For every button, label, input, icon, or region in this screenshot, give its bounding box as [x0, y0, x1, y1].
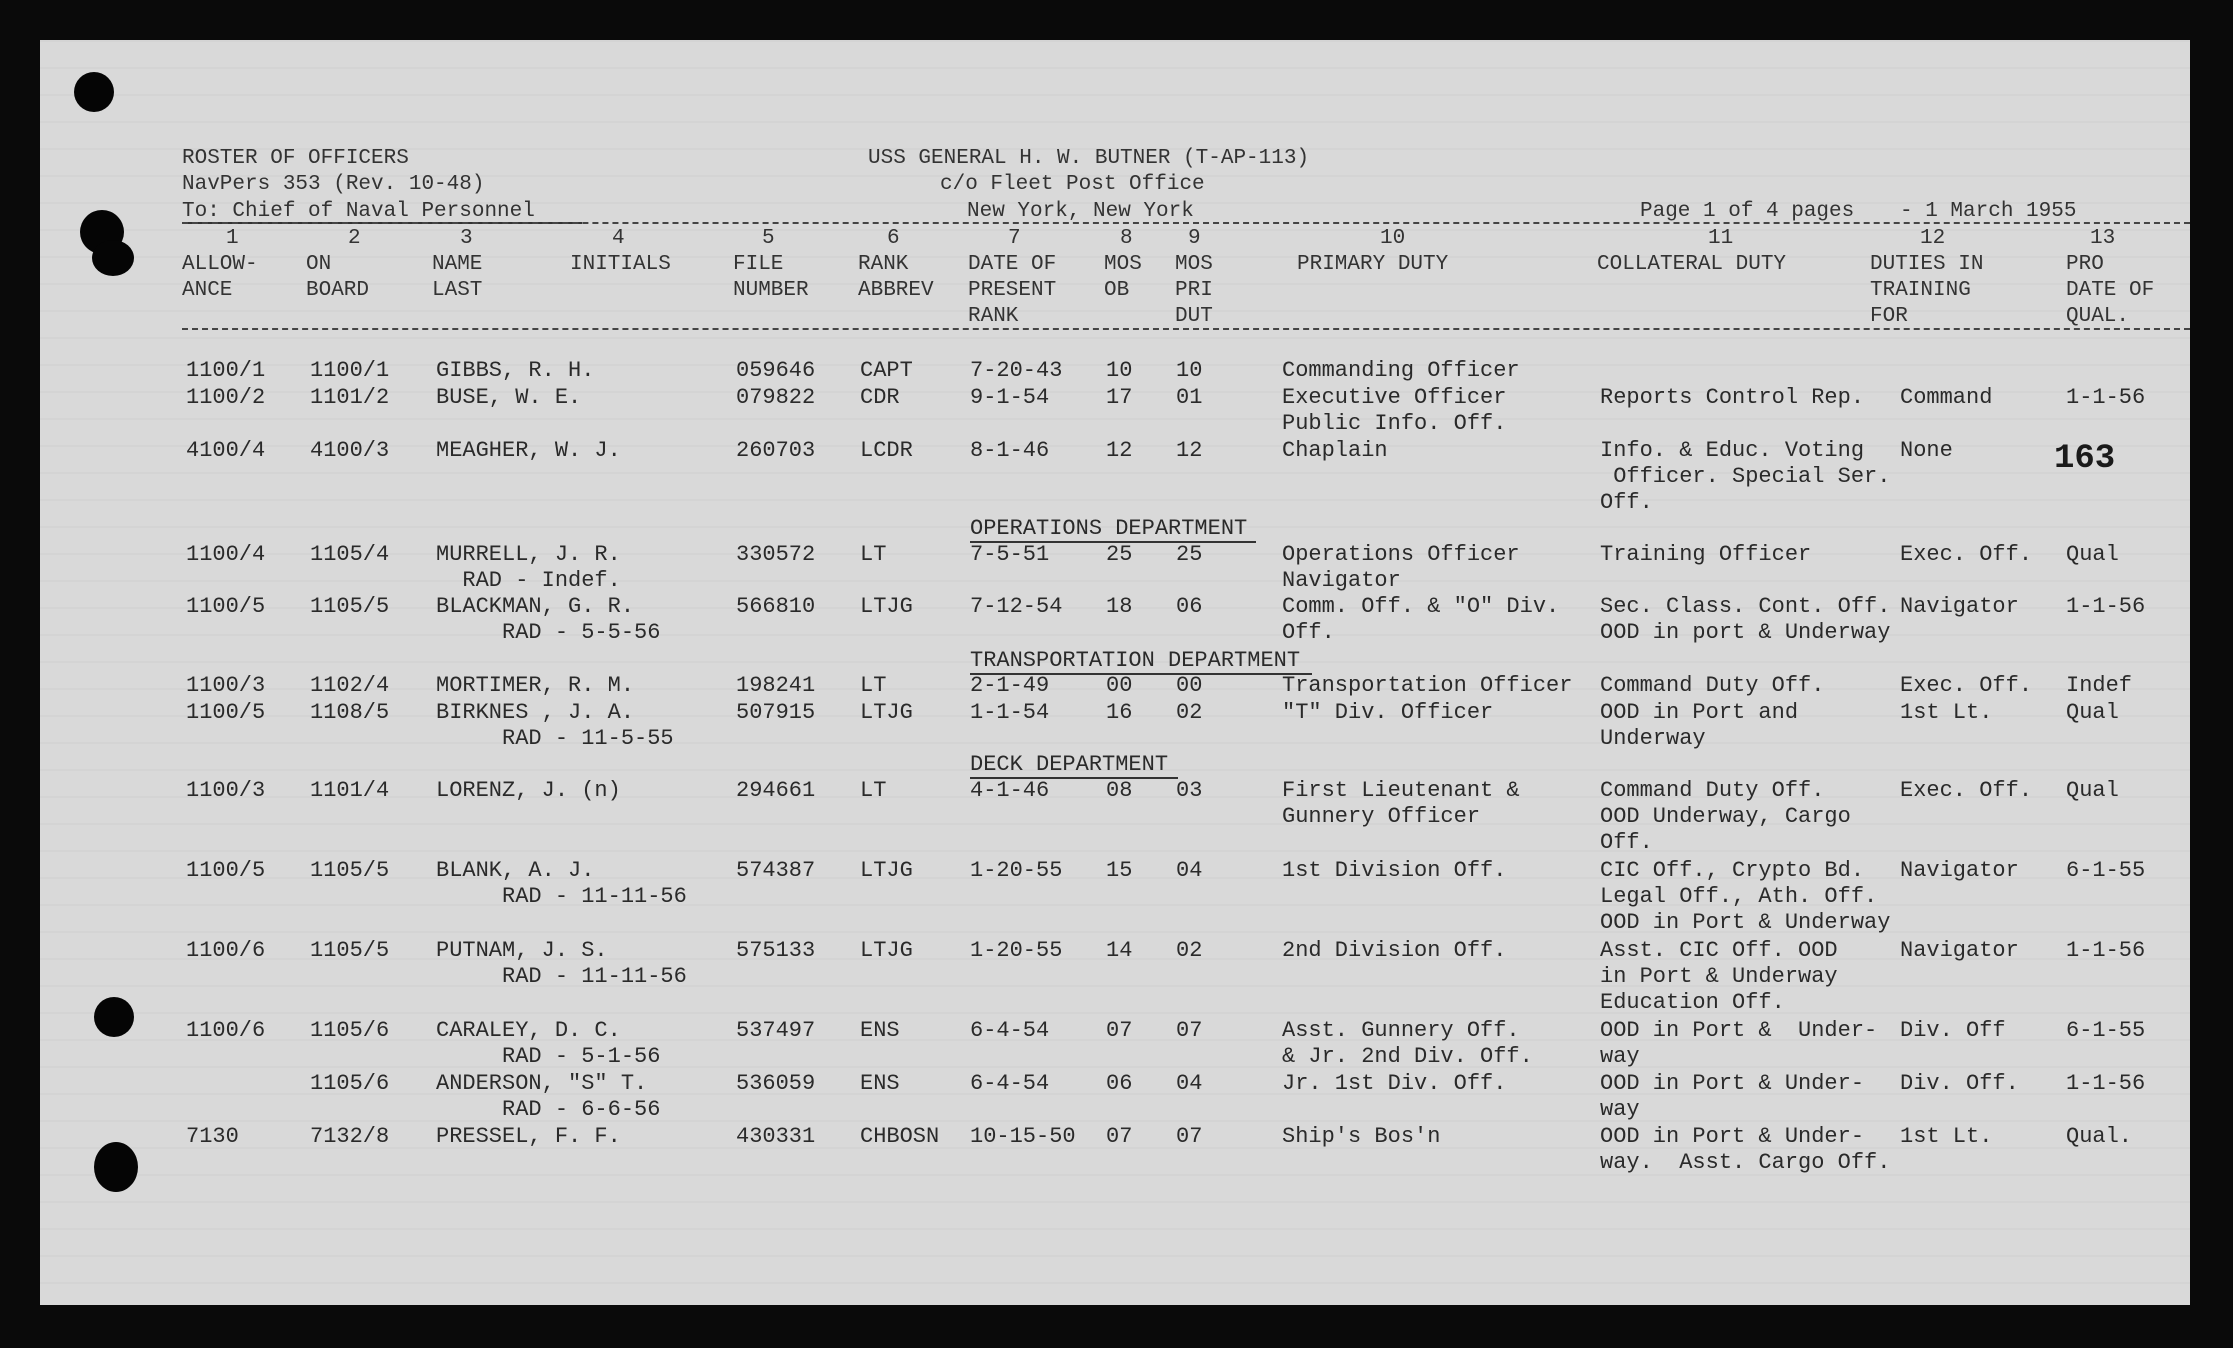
- col-head-rank: RANK ABBREV: [858, 253, 934, 302]
- col-num-8: 8: [1120, 227, 1133, 250]
- cell-allow: 1100/2: [186, 385, 266, 410]
- cell-mos-pri: 07: [1176, 1018, 1203, 1043]
- cell-collateral: Command Duty Off.: [1600, 673, 1825, 698]
- cell-file: 079822: [736, 385, 816, 410]
- col-num-5: 5: [762, 227, 775, 250]
- cell-rank: ENS: [860, 1018, 900, 1043]
- punch-hole-5: [94, 1142, 138, 1192]
- cell-date: 6-4-54: [970, 1071, 1050, 1096]
- cell-name: BLACKMAN, G. R. RAD - 5-5-56: [436, 594, 661, 645]
- cell-date: 1-1-54: [970, 700, 1050, 725]
- to-line: To: Chief of Naval Personnel: [182, 200, 535, 223]
- cell-rank: CDR: [860, 385, 900, 410]
- cell-allow: 1100/5: [186, 594, 266, 619]
- cell-file: 575133: [736, 938, 816, 963]
- cell-collateral: Training Officer: [1600, 542, 1812, 567]
- cell-qual: 6-1-55: [2066, 1018, 2146, 1043]
- cell-primary: Executive Officer Public Info. Off.: [1282, 385, 1507, 436]
- cell-date: 1-20-55: [970, 858, 1063, 883]
- cell-mos-pri: 06: [1176, 594, 1203, 619]
- cell-qual: 1-1-56: [2066, 1071, 2146, 1096]
- col-head-name-last: NAME LAST: [432, 253, 483, 302]
- cell-name: MORTIMER, R. M.: [436, 673, 635, 698]
- cell-file: 294661: [736, 778, 816, 803]
- city: New York, New York: [967, 200, 1194, 223]
- col-num-1: 1: [226, 227, 239, 250]
- stamp-number: 163: [2054, 440, 2116, 478]
- col-num-6: 6: [887, 227, 900, 250]
- cell-mos-ob: 07: [1106, 1124, 1133, 1149]
- cell-date: 7-20-43: [970, 358, 1063, 383]
- cell-date: 4-1-46: [970, 778, 1050, 803]
- cell-date: 10-15-50: [970, 1124, 1076, 1149]
- col-num-12: 12: [1920, 227, 1946, 250]
- cell-primary: 2nd Division Off.: [1282, 938, 1507, 963]
- cell-rank: LT: [860, 778, 887, 803]
- cell-rank: LCDR: [860, 438, 913, 463]
- cell-file: 566810: [736, 594, 816, 619]
- form-number: NavPers 353 (Rev. 10-48): [182, 173, 485, 196]
- cell-allow: 1100/6: [186, 938, 266, 963]
- post-office: c/o Fleet Post Office: [940, 173, 1205, 196]
- cell-name: BIRKNES , J. A. RAD - 11-5-55: [436, 700, 674, 751]
- cell-collateral: Info. & Educ. Voting Officer. Special Ser. Off.: [1600, 438, 1891, 515]
- cell-file: 507915: [736, 700, 816, 725]
- col-head-file-number: FILE NUMBER: [733, 253, 809, 302]
- cell-name: CARALEY, D. C. RAD - 5-1-56: [436, 1018, 661, 1069]
- cell-allow: 1100/5: [186, 700, 266, 725]
- cell-allow: 1100/3: [186, 673, 266, 698]
- section-transportation: TRANSPORTATION DEPARTMENT: [970, 648, 1301, 673]
- cell-training: 1st Lt.: [1900, 700, 1993, 725]
- cell-training: Div. Off.: [1900, 1071, 2019, 1096]
- cell-primary: Chaplain: [1282, 438, 1388, 463]
- cell-name: MEAGHER, W. J.: [436, 438, 621, 463]
- cell-mos-pri: 04: [1176, 1071, 1203, 1096]
- cell-training: Navigator: [1900, 594, 2019, 619]
- cell-onboard: 1100/1: [310, 358, 390, 383]
- cell-primary: Operations Officer Navigator: [1282, 542, 1520, 593]
- cell-allow: 7130: [186, 1124, 239, 1149]
- cell-mos-ob: 08: [1106, 778, 1133, 803]
- cell-mos-pri: 00: [1176, 673, 1203, 698]
- col-num-7: 7: [1008, 227, 1021, 250]
- cell-name: LORENZ, J. (n): [436, 778, 621, 803]
- cell-onboard: 4100/3: [310, 438, 390, 463]
- cell-file: 198241: [736, 673, 816, 698]
- cell-rank: LTJG: [860, 938, 913, 963]
- cell-primary: Transportation Officer: [1282, 673, 1573, 698]
- cell-primary: "T" Div. Officer: [1282, 700, 1494, 725]
- cell-allow: 1100/5: [186, 858, 266, 883]
- cell-mos-ob: 18: [1106, 594, 1133, 619]
- col-head-initials: INITIALS: [570, 253, 671, 276]
- cell-date: 8-1-46: [970, 438, 1050, 463]
- cell-mos-ob: 16: [1106, 700, 1133, 725]
- cell-rank: CHBOSN: [860, 1124, 940, 1149]
- cell-mos-ob: 15: [1106, 858, 1133, 883]
- cell-rank: LTJG: [860, 700, 913, 725]
- cell-primary: First Lieutenant & Gunnery Officer: [1282, 778, 1520, 829]
- cell-primary: Commanding Officer: [1282, 358, 1520, 383]
- cell-file: 574387: [736, 858, 816, 883]
- cell-mos-pri: 04: [1176, 858, 1203, 883]
- cell-date: 7-5-51: [970, 542, 1050, 567]
- cell-file: 260703: [736, 438, 816, 463]
- cell-onboard: 1101/2: [310, 385, 390, 410]
- cell-file: 059646: [736, 358, 816, 383]
- cell-qual: Qual: [2066, 700, 2119, 725]
- col-num-4: 4: [612, 227, 625, 250]
- cell-name: GIBBS, R. H.: [436, 358, 595, 383]
- cell-training: Navigator: [1900, 938, 2019, 963]
- cell-allow: 1100/4: [186, 542, 266, 567]
- cell-qual: Qual.: [2066, 1124, 2133, 1149]
- cell-mos-ob: 14: [1106, 938, 1133, 963]
- header-rule-bottom: [182, 328, 2190, 330]
- cell-mos-pri: 02: [1176, 938, 1203, 963]
- cell-name: MURRELL, J. R. RAD - Indef.: [436, 542, 621, 593]
- cell-qual: 6-1-55: [2066, 858, 2146, 883]
- col-head-mos-ob: MOS OB: [1104, 253, 1142, 302]
- col-head-allowance: ALLOW- ANCE: [182, 253, 258, 302]
- cell-training: Exec. Off.: [1900, 542, 2033, 567]
- cell-onboard: 1105/5: [310, 938, 390, 963]
- section-deck: DECK DEPARTMENT: [970, 752, 1169, 777]
- cell-mos-pri: 07: [1176, 1124, 1203, 1149]
- col-head-mos-pri: MOS PRI DUT: [1175, 253, 1213, 328]
- cell-training: Exec. Off.: [1900, 778, 2033, 803]
- col-num-13: 13: [2090, 227, 2116, 250]
- page-info: Page 1 of 4 pages: [1640, 200, 1855, 223]
- cell-qual: 1-1-56: [2066, 938, 2146, 963]
- cell-mos-pri: 03: [1176, 778, 1203, 803]
- cell-qual: Qual: [2066, 778, 2119, 803]
- col-head-duties-training: DUTIES IN TRAINING FOR: [1870, 253, 1984, 328]
- cell-mos-pri: 02: [1176, 700, 1203, 725]
- cell-onboard: 7132/8: [310, 1124, 390, 1149]
- header-rule-top: [182, 222, 2190, 224]
- cell-date: 6-4-54: [970, 1018, 1050, 1043]
- report-date: - 1 March 1955: [1900, 200, 2077, 223]
- col-head-primary-duty: PRIMARY DUTY: [1297, 253, 1449, 276]
- cell-collateral: OOD in Port & Under- way: [1600, 1018, 1878, 1069]
- cell-rank: ENS: [860, 1071, 900, 1096]
- cell-collateral: Command Duty Off. OOD Underway, Cargo Off.: [1600, 778, 1851, 855]
- cell-name: PUTNAM, J. S. RAD - 11-11-56: [436, 938, 687, 989]
- cell-qual: Indef: [2066, 673, 2133, 698]
- col-num-10: 10: [1380, 227, 1406, 250]
- cell-name: BUSE, W. E.: [436, 385, 582, 410]
- cell-mos-pri: 12: [1176, 438, 1203, 463]
- cell-collateral: Reports Control Rep.: [1600, 385, 1865, 410]
- cell-file: 430331: [736, 1124, 816, 1149]
- cell-collateral: OOD in Port and Underway: [1600, 700, 1799, 751]
- col-head-on-board: ON BOARD: [306, 253, 370, 302]
- cell-mos-ob: 06: [1106, 1071, 1133, 1096]
- cell-mos-ob: 00: [1106, 673, 1133, 698]
- cell-onboard: 1105/5: [310, 858, 390, 883]
- cell-primary: Ship's Bos'n: [1282, 1124, 1441, 1149]
- cell-collateral: CIC Off., Crypto Bd. Legal Off., Ath. Off. OOD in Port & Underway: [1600, 858, 1891, 935]
- cell-onboard: 1105/5: [310, 594, 390, 619]
- cell-training: Command: [1900, 385, 1993, 410]
- cell-primary: 1st Division Off.: [1282, 858, 1507, 883]
- cell-onboard: 1101/4: [310, 778, 390, 803]
- cell-mos-ob: 12: [1106, 438, 1133, 463]
- cell-mos-ob: 25: [1106, 542, 1133, 567]
- cell-mos-ob: 10: [1106, 358, 1133, 383]
- cell-name: ANDERSON, "S" T. RAD - 6-6-56: [436, 1071, 661, 1122]
- cell-file: 330572: [736, 542, 816, 567]
- cell-mos-ob: 17: [1106, 385, 1133, 410]
- cell-allow: 1100/1: [186, 358, 266, 383]
- cell-primary: Comm. Off. & "O" Div. Off.: [1282, 594, 1560, 645]
- cell-date: 2-1-49: [970, 673, 1050, 698]
- cell-collateral: OOD in Port & Under- way. Asst. Cargo Off.: [1600, 1124, 1891, 1175]
- cell-file: 536059: [736, 1071, 816, 1096]
- cell-collateral: Sec. Class. Cont. Off. OOD in port & Underway: [1600, 594, 1891, 645]
- cell-training: Navigator: [1900, 858, 2019, 883]
- cell-training: Exec. Off.: [1900, 673, 2033, 698]
- cell-training: None: [1900, 438, 1953, 463]
- cell-onboard: 1105/6: [310, 1018, 390, 1043]
- punch-hole-1: [74, 72, 114, 112]
- cell-collateral: OOD in Port & Under- way: [1600, 1071, 1865, 1122]
- cell-date: 9-1-54: [970, 385, 1050, 410]
- cell-primary: Jr. 1st Div. Off.: [1282, 1071, 1507, 1096]
- cell-onboard: 1105/4: [310, 542, 390, 567]
- cell-date: 1-20-55: [970, 938, 1063, 963]
- cell-allow: 1100/3: [186, 778, 266, 803]
- cell-name: BLANK, A. J. RAD - 11-11-56: [436, 858, 687, 909]
- cell-training: Div. Off: [1900, 1018, 2006, 1043]
- cell-onboard: 1108/5: [310, 700, 390, 725]
- col-num-2: 2: [348, 227, 361, 250]
- col-num-3: 3: [460, 227, 473, 250]
- cell-training: 1st Lt.: [1900, 1124, 1993, 1149]
- ship-name: USS GENERAL H. W. BUTNER (T-AP-113): [868, 147, 1310, 170]
- cell-qual: Qual: [2066, 542, 2119, 567]
- cell-collateral: Asst. CIC Off. OOD in Port & Underway Education Off.: [1600, 938, 1838, 1015]
- punch-hole-3: [92, 240, 134, 276]
- cell-mos-pri: 10: [1176, 358, 1203, 383]
- cell-primary: Asst. Gunnery Off. & Jr. 2nd Div. Off.: [1282, 1018, 1533, 1069]
- cell-mos-pri: 01: [1176, 385, 1203, 410]
- col-num-9: 9: [1188, 227, 1201, 250]
- cell-qual: 1-1-56: [2066, 385, 2146, 410]
- punch-hole-4: [94, 997, 134, 1037]
- cell-rank: LTJG: [860, 594, 913, 619]
- cell-date: 7-12-54: [970, 594, 1063, 619]
- form-title: ROSTER OF OFFICERS: [182, 147, 409, 170]
- cell-onboard: 1105/6: [310, 1071, 390, 1096]
- cell-rank: LT: [860, 542, 887, 567]
- cell-rank: LTJG: [860, 858, 913, 883]
- cell-rank: LT: [860, 673, 887, 698]
- cell-mos-ob: 07: [1106, 1018, 1133, 1043]
- cell-file: 537497: [736, 1018, 816, 1043]
- col-head-date-rank: DATE OF PRESENT RANK: [968, 253, 1057, 328]
- section-operations: OPERATIONS DEPARTMENT: [970, 516, 1248, 541]
- col-head-collateral-duty: COLLATERAL DUTY: [1597, 253, 1787, 276]
- cell-rank: CAPT: [860, 358, 913, 383]
- cell-allow: 1100/6: [186, 1018, 266, 1043]
- cell-onboard: 1102/4: [310, 673, 390, 698]
- cell-allow: 4100/4: [186, 438, 266, 463]
- cell-name: PRESSEL, F. F.: [436, 1124, 621, 1149]
- col-head-pro-date: PRO DATE OF QUAL.: [2066, 253, 2155, 328]
- col-num-11: 11: [1708, 227, 1734, 250]
- cell-mos-pri: 25: [1176, 542, 1203, 567]
- cell-qual: 1-1-56: [2066, 594, 2146, 619]
